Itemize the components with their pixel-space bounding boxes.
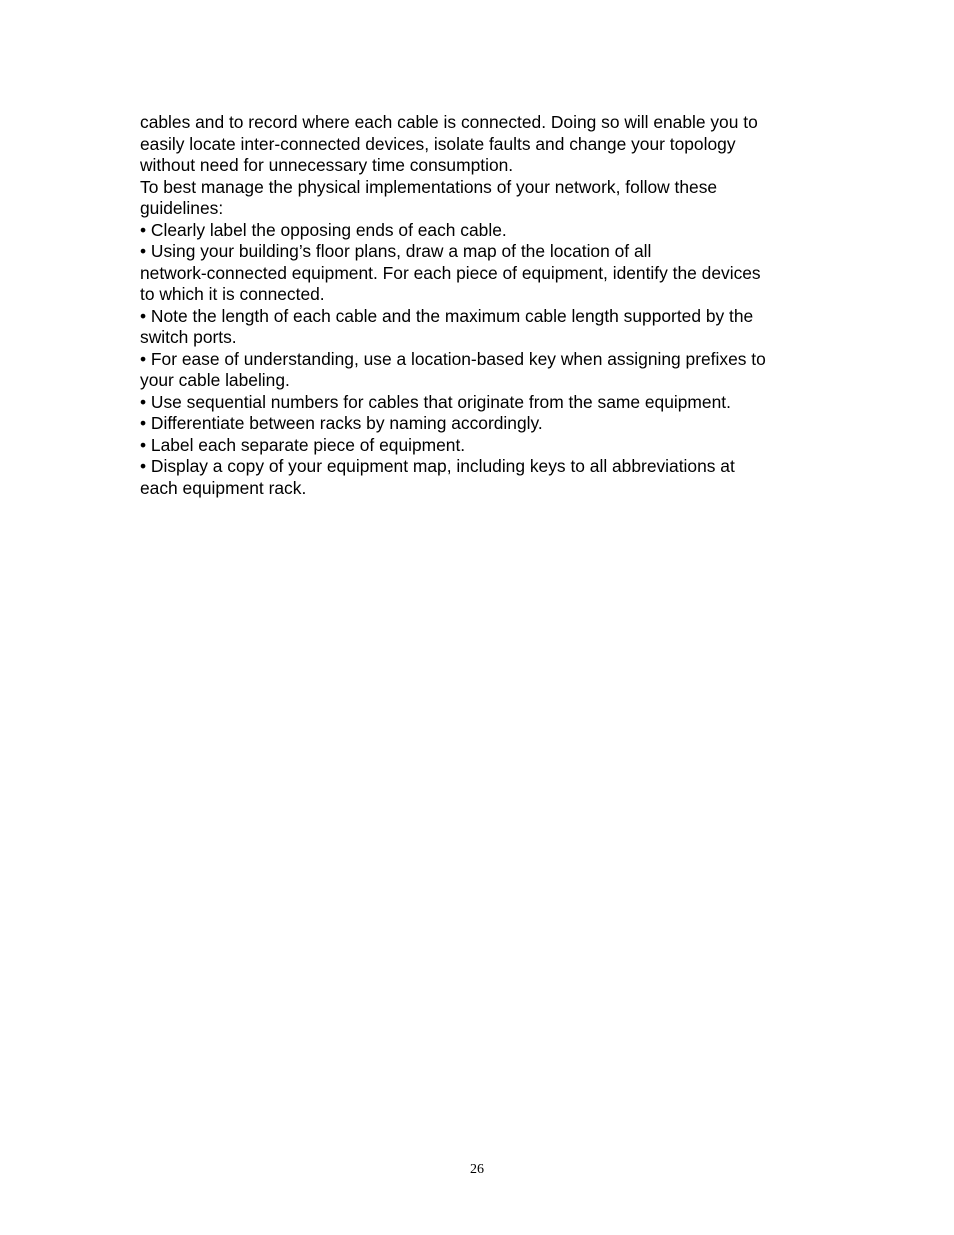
bullet-item: • Use sequential numbers for cables that originate from the same equipment. <box>140 391 731 412</box>
text-line: to which it is connected. <box>140 284 325 304</box>
text-line: switch ports. <box>140 327 237 347</box>
page-number: 26 <box>470 1162 484 1177</box>
bullet-item: • Clearly label the opposing ends of each cable. <box>140 219 507 240</box>
bullet-item: • For ease of understanding, use a location-based key when assigning prefixes to <box>140 348 766 369</box>
bullet-item: • Display a copy of your equipment map, including keys to all abbreviations at <box>140 456 735 476</box>
text-line: easily locate inter-connected devices, isolate faults and change your topology <box>140 133 736 154</box>
text-line: To best manage the physical implementations of your network, follow these <box>140 176 718 197</box>
text-line: your cable labeling. <box>140 370 290 390</box>
bullet-item: • Label each separate piece of equipment. <box>140 434 466 455</box>
text-line: each equipment rack. <box>140 477 307 498</box>
bullet-item: • Differentiate between racks by naming accordingly. <box>140 413 543 433</box>
bullet-item: • Note the length of each cable and the maximum cable length supported by the <box>140 305 754 326</box>
body-text <box>140 112 830 499</box>
text-line: guidelines: <box>140 198 224 218</box>
text-line: network-connected equipment. For each piece of equipment, identify the devices <box>140 262 761 283</box>
text-line: cables and to record where each cable is connected. Doing so will enable you to <box>140 112 758 132</box>
text-line: without need for unnecessary time consumption. <box>140 155 514 175</box>
bullet-item: • Using your building’s floor plans, draw a map of the location of all <box>140 241 652 261</box>
